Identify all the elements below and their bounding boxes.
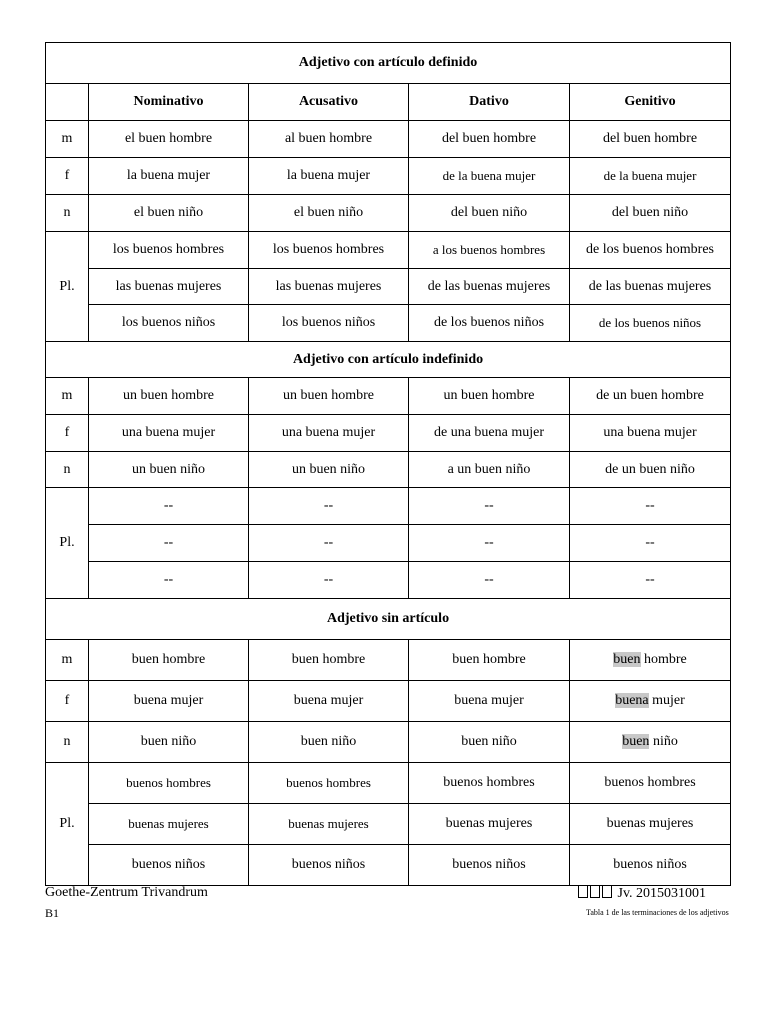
cell: buen niño xyxy=(89,722,249,763)
cell: una buena mujer xyxy=(89,415,249,452)
highlighted-word: buen xyxy=(613,652,641,667)
cell: buen hombre xyxy=(249,640,409,681)
header-dativo: Dativo xyxy=(409,84,570,121)
cell: los buenos hombres xyxy=(89,232,249,269)
cell: -- xyxy=(89,562,249,599)
cell: buenos niños xyxy=(89,845,249,886)
cell: -- xyxy=(249,488,409,525)
row-label-f: f xyxy=(46,158,89,195)
header-nominativo: Nominativo xyxy=(89,84,249,121)
cell: de los buenos niños xyxy=(570,305,731,342)
row-label-pl: Pl. xyxy=(46,232,89,342)
cell: -- xyxy=(570,525,731,562)
cell: de la buena mujer xyxy=(409,158,570,195)
footer-level: B1 xyxy=(45,906,60,920)
cell: -- xyxy=(89,488,249,525)
cell: la buena mujer xyxy=(89,158,249,195)
cell: las buenas mujeres xyxy=(89,269,249,305)
cell: el buen niño xyxy=(249,195,409,232)
header-genitivo: Genitivo xyxy=(570,84,731,121)
cell-genitivo xyxy=(570,640,731,681)
row-label-m: m xyxy=(46,121,89,158)
cell: -- xyxy=(570,488,731,525)
row-label-f: f xyxy=(46,415,89,452)
section-title-definido: Adjetivo con artículo definido xyxy=(46,43,731,84)
cell: buenos hombres xyxy=(570,763,731,804)
row-label-m: m xyxy=(46,378,89,415)
cell-genitivo xyxy=(570,722,731,763)
row-label-pl: Pl. xyxy=(46,488,89,599)
row-label-f: f xyxy=(46,681,89,722)
cell: de los buenos niños xyxy=(409,305,570,342)
cell: buenos niños xyxy=(409,845,570,886)
cell: -- xyxy=(409,562,570,599)
cell: el buen niño xyxy=(89,195,249,232)
missing-glyph-icon xyxy=(602,885,612,898)
cell: los buenos niños xyxy=(89,305,249,342)
cell: -- xyxy=(570,562,731,599)
footer-institute: Goethe-Zentrum Trivandrum xyxy=(45,885,208,900)
cell: buen hombre xyxy=(89,640,249,681)
missing-glyph-icon xyxy=(578,885,588,898)
cell: buenos hombres xyxy=(249,763,409,804)
row-label-pl: Pl. xyxy=(46,763,89,886)
cell: buena mujer xyxy=(249,681,409,722)
row-label-n: n xyxy=(46,722,89,763)
cell: buena mujer xyxy=(89,681,249,722)
cell: buen hombre xyxy=(409,640,570,681)
highlighted-word: buena xyxy=(615,693,649,708)
row-label-n: n xyxy=(46,195,89,232)
header-empty-cell xyxy=(46,84,89,121)
cell: de un buen hombre xyxy=(570,378,731,415)
cell: buenas mujeres xyxy=(249,804,409,845)
cell: buenos niños xyxy=(570,845,731,886)
cell: buenas mujeres xyxy=(409,804,570,845)
cell-rest: mujer xyxy=(648,693,685,708)
cell: una buena mujer xyxy=(249,415,409,452)
cell: buena mujer xyxy=(409,681,570,722)
cell: un buen hombre xyxy=(89,378,249,415)
cell: una buena mujer xyxy=(570,415,731,452)
footer-note: Tabla 1 de las terminaciones de los adjetivos xyxy=(586,908,729,917)
cell: -- xyxy=(89,525,249,562)
cell: del buen hombre xyxy=(570,121,731,158)
cell: del buen niño xyxy=(409,195,570,232)
cell: las buenas mujeres xyxy=(249,269,409,305)
cell: -- xyxy=(409,525,570,562)
cell: buen niño xyxy=(409,722,570,763)
missing-glyph-icon xyxy=(590,885,600,898)
cell: de un buen niño xyxy=(570,452,731,488)
row-label-m: m xyxy=(46,640,89,681)
cell: buenos hombres xyxy=(409,763,570,804)
section-title-indefinido: Adjetivo con artículo indefinido xyxy=(46,342,731,378)
cell: de las buenas mujeres xyxy=(570,269,731,305)
cell: de los buenos hombres xyxy=(570,232,731,269)
cell: buenos hombres xyxy=(89,763,249,804)
cell: los buenos hombres xyxy=(249,232,409,269)
cell-genitivo xyxy=(570,681,731,722)
cell: al buen hombre xyxy=(249,121,409,158)
cell: un buen hombre xyxy=(409,378,570,415)
cell: de las buenas mujeres xyxy=(409,269,570,305)
cell: buenos niños xyxy=(249,845,409,886)
cell: del buen niño xyxy=(570,195,731,232)
cell: buen niño xyxy=(249,722,409,763)
cell-rest: hombre xyxy=(640,652,687,667)
footer-code-text: Jv. 2015031001 xyxy=(614,886,707,901)
cell: -- xyxy=(409,488,570,525)
cell: de una buena mujer xyxy=(409,415,570,452)
cell: los buenos niños xyxy=(249,305,409,342)
row-label-n: n xyxy=(46,452,89,488)
cell: un buen niño xyxy=(249,452,409,488)
cell: -- xyxy=(249,525,409,562)
cell: la buena mujer xyxy=(249,158,409,195)
section-title-sin-articulo: Adjetivo sin artículo xyxy=(46,599,731,640)
cell: buenas mujeres xyxy=(89,804,249,845)
declension-table xyxy=(45,42,731,886)
highlighted-word: buen xyxy=(622,734,650,749)
cell: de la buena mujer xyxy=(570,158,731,195)
cell: buenas mujeres xyxy=(570,804,731,845)
cell: un buen niño xyxy=(89,452,249,488)
cell: a los buenos hombres xyxy=(409,232,570,269)
cell: a un buen niño xyxy=(409,452,570,488)
footer-code xyxy=(578,885,706,902)
cell: el buen hombre xyxy=(89,121,249,158)
cell: del buen hombre xyxy=(409,121,570,158)
cell: -- xyxy=(249,562,409,599)
cell: un buen hombre xyxy=(249,378,409,415)
cell-rest: niño xyxy=(649,734,678,749)
header-acusativo: Acusativo xyxy=(249,84,409,121)
